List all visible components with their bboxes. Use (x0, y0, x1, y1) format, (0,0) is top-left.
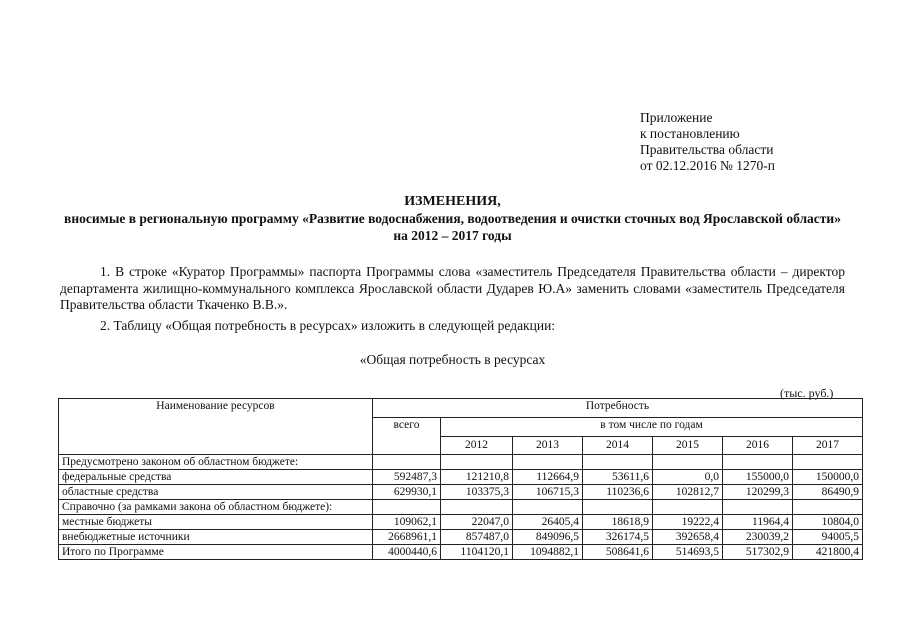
table-cell (793, 500, 863, 515)
table-cell: 22047,0 (441, 515, 513, 530)
table-cell: 106715,3 (513, 485, 583, 500)
year-header: 2015 (653, 437, 723, 455)
table-cell: 1094882,1 (513, 545, 583, 560)
appendix-block (640, 110, 775, 174)
table-cell: 392658,4 (653, 530, 723, 545)
table-cell (513, 455, 583, 470)
row-label: Итого по Программе (59, 545, 373, 560)
table-cell: 121210,8 (441, 470, 513, 485)
table-cell: 230039,2 (723, 530, 793, 545)
table-cell: 18618,9 (583, 515, 653, 530)
table-cell: 326174,5 (583, 530, 653, 545)
year-header: 2012 (441, 437, 513, 455)
table-cell: 112664,9 (513, 470, 583, 485)
row-label: Предусмотрено законом об областном бюджете: (59, 455, 373, 470)
table-cell: 1104120,1 (441, 545, 513, 560)
year-header: 2016 (723, 437, 793, 455)
appendix-line: к постановлению (640, 126, 740, 141)
document-title: ИЗМЕНЕНИЯ, (404, 194, 501, 209)
table-cell: 150000,0 (793, 470, 863, 485)
table-row (59, 455, 863, 470)
table-cell: 26405,4 (513, 515, 583, 530)
table-cell: 592487,3 (373, 470, 441, 485)
units-label: (тыс. руб.) (780, 386, 834, 400)
header-total: всего (373, 418, 441, 455)
table-cell: 120299,3 (723, 485, 793, 500)
table-cell: 517302,9 (723, 545, 793, 560)
table-cell: 110236,6 (583, 485, 653, 500)
document-subtitle: вносимые в региональную программу «Развитие водоснабжения, водоотведения и очистки сточных вод Ярославской области» на 2012 – 2017 годы (64, 211, 841, 243)
header-need: Потребность (373, 399, 863, 418)
table-cell: 857487,0 (441, 530, 513, 545)
row-label: федеральные средства (59, 470, 373, 485)
row-label: областные средства (59, 485, 373, 500)
appendix-line: от 02.12.2016 № 1270-п (640, 158, 775, 173)
appendix-line: Правительства области (640, 142, 774, 157)
table-row (59, 470, 863, 485)
table-cell: 2668961,1 (373, 530, 441, 545)
table-cell: 10804,0 (793, 515, 863, 530)
table-row (59, 545, 863, 560)
table-cell (583, 455, 653, 470)
table-cell: 11964,4 (723, 515, 793, 530)
table-cell: 94005,5 (793, 530, 863, 545)
table-cell: 53611,6 (583, 470, 653, 485)
table-row (59, 515, 863, 530)
table-row (59, 500, 863, 515)
table-cell (723, 500, 793, 515)
row-label: местные бюджеты (59, 515, 373, 530)
table-cell: 4000440,6 (373, 545, 441, 560)
table-cell (373, 455, 441, 470)
year-header: 2013 (513, 437, 583, 455)
table-cell (373, 500, 441, 515)
table-cell: 514693,5 (653, 545, 723, 560)
header-resources: Наименование ресурсов (59, 399, 373, 455)
table-cell: 86490,9 (793, 485, 863, 500)
table-cell: 19222,4 (653, 515, 723, 530)
table-cell: 109062,1 (373, 515, 441, 530)
paragraph-1: 1. В строке «Куратор Программы» паспорта Программы слова «заместитель Председателя Правительства области – директор департамента жилищно-коммунального комплекса Ярославской области Дударев Ю.А» заменить словами «заместитель Председателя Правительства области Ткаченко В.В.». (60, 264, 845, 312)
table-row (59, 530, 863, 545)
year-header: 2017 (793, 437, 863, 455)
table-cell: 102812,7 (653, 485, 723, 500)
row-label: Справочно (за рамками закона об областном бюджете): (59, 500, 373, 515)
table-cell (441, 455, 513, 470)
year-header: 2014 (583, 437, 653, 455)
table-header-row (59, 399, 863, 418)
table-row (59, 485, 863, 500)
table-cell (653, 455, 723, 470)
table-cell: 421800,4 (793, 545, 863, 560)
table-cell (583, 500, 653, 515)
table-cell: 849096,5 (513, 530, 583, 545)
resources-table (58, 398, 863, 560)
table-cell: 103375,3 (441, 485, 513, 500)
row-label: внебюджетные источники (59, 530, 373, 545)
paragraph-2: 2. Таблицу «Общая потребность в ресурсах» изложить в следующей редакции: (100, 318, 556, 333)
table-cell (723, 455, 793, 470)
table-cell (513, 500, 583, 515)
header-by-years: в том числе по годам (441, 418, 863, 437)
table-cell (441, 500, 513, 515)
table-caption: «Общая потребность в ресурсах (359, 352, 546, 367)
table-cell: 0,0 (653, 470, 723, 485)
table-cell (793, 455, 863, 470)
table-cell: 508641,6 (583, 545, 653, 560)
table-cell (653, 500, 723, 515)
table-cell: 629930,1 (373, 485, 441, 500)
appendix-line: Приложение (640, 110, 713, 125)
table-cell: 155000,0 (723, 470, 793, 485)
